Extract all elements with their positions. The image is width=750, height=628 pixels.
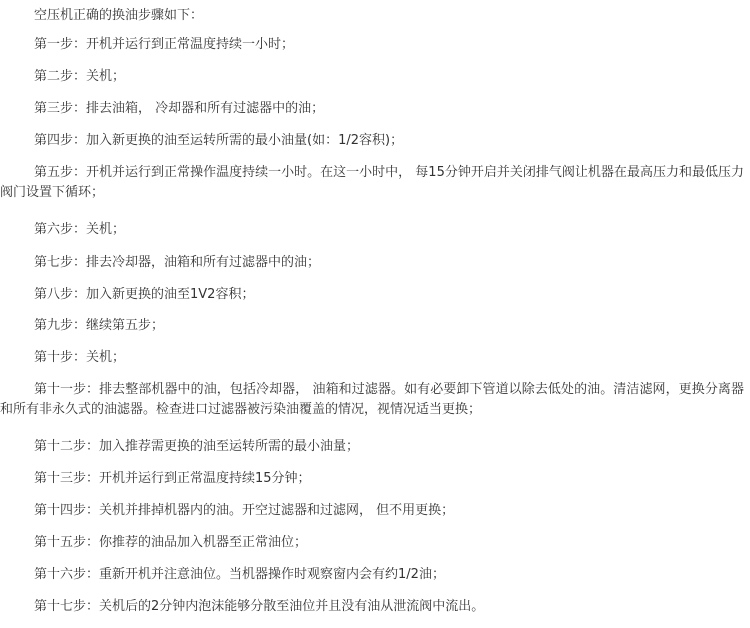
- step-label: 第八步：: [34, 287, 87, 302]
- step-text: 开机并运行到正常操作温度持续一小时。在这一小时中， 每15分钟开启并关闭排气阀让机器在最高压力和最低压力阀门设置下循环；: [0, 165, 744, 200]
- step-15: [0, 533, 744, 553]
- step-label: 第十步：: [34, 350, 87, 365]
- step-label: 第六步：: [34, 222, 87, 237]
- step-13: [0, 469, 744, 489]
- step-label: 第四步：: [34, 133, 87, 148]
- step-label: 第十六步：: [34, 567, 100, 582]
- step-label: 第五步：: [34, 165, 87, 180]
- step-16: [0, 565, 744, 585]
- step-7: [0, 253, 744, 273]
- step-label: 第一步：: [34, 37, 87, 52]
- step-text: 关机；: [86, 350, 126, 365]
- step-label: 第十一步：: [34, 382, 100, 397]
- step-text: 重新开机并注意油位。当机器操作时观察窗内会有约1/2油；: [99, 567, 445, 582]
- step-text: 加入推荐需更换的油至运转所需的最小油量；: [99, 439, 360, 454]
- step-11: [0, 380, 744, 420]
- step-text: 关机；: [86, 69, 126, 84]
- step-text: 加入新更换的油至运转所需的最小油量(如：1/2容积)；: [86, 133, 404, 148]
- step-text: 开机并运行到正常温度持续15分钟；: [99, 471, 311, 486]
- step-label: 第七步：: [34, 255, 87, 270]
- step-label: 第二步：: [34, 69, 87, 84]
- step-text: 继续第五步；: [86, 318, 165, 333]
- step-label: 第九步：: [34, 318, 87, 333]
- step-label: 第十五步：: [34, 535, 100, 550]
- step-label: 第三步：: [34, 101, 87, 116]
- step-6: [0, 220, 744, 240]
- step-label: 第十三步：: [34, 471, 100, 486]
- step-12: [0, 437, 744, 457]
- step-label: 第十七步：: [34, 599, 100, 614]
- step-5: [0, 163, 744, 203]
- step-text: 加入新更换的油至1V2容积；: [86, 287, 255, 302]
- step-text: 关机并排掉机器内的油。开空过滤器和过滤网， 但不用更换；: [99, 503, 455, 518]
- step-text: 排去油箱， 冷却器和所有过滤器中的油；: [86, 101, 325, 116]
- step-4: [0, 131, 744, 151]
- step-text: 排去整部机器中的油，包括冷却器， 油箱和过滤器。如有必要卸下管道以除去低处的油。清洁滤网，更换分离器和所有非永久式的油滤器。检查进口过滤器被污染油覆盖的情况，视情况适当更换；: [0, 382, 744, 417]
- intro-heading: 空压机正确的换油步骤如下：: [34, 8, 204, 23]
- step-10: [0, 348, 744, 368]
- step-text: 排去冷却器，油箱和所有过滤器中的油；: [86, 255, 321, 270]
- step-2: [0, 67, 744, 87]
- step-1: [0, 35, 744, 55]
- step-text: 你推荐的油品加入机器至正常油位；: [99, 535, 308, 550]
- step-label: 第十二步：: [34, 439, 100, 454]
- step-8: [0, 285, 744, 305]
- step-17: [0, 597, 744, 617]
- step-label: 第十四步：: [34, 503, 100, 518]
- step-text: 开机并运行到正常温度持续一小时；: [86, 37, 295, 52]
- step-9: [0, 316, 744, 336]
- step-text: 关机后的2分钟内泡沫能够分散至油位并且没有油从泄流阀中流出。: [99, 599, 485, 614]
- step-3: [0, 99, 744, 119]
- step-14: [0, 501, 744, 521]
- step-text: 关机；: [86, 222, 126, 237]
